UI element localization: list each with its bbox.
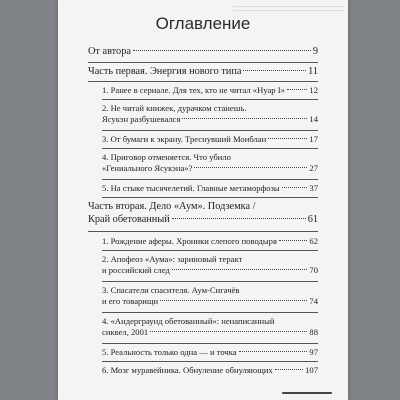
toc-title: Оглавление [155,14,251,33]
toc-entry-1-1: 1. Ранее в сериале. Для тех, кто не читал «Нуар I» 12 [102,85,318,95]
entry-rule [102,281,318,282]
entry-rule [102,361,318,362]
entry-rule [102,130,318,131]
entry-rule [102,343,318,344]
entry-rule [102,179,318,180]
toc-entry-2-3: 3. Спасатели спасителя. Аум-Сигачёв и его товарищи 74 [102,285,318,306]
toc-entry-2-1: 1. Рождение аферы. Хроники слепого поводыря 62 [102,236,318,246]
toc-entry-2-4: 4. «Андерграунд обетованный»: ненаписанный сиквел, 2001 88 [102,316,318,337]
entry-rule [88,231,318,232]
toc-entry-foreword: От автора 9 [88,46,318,57]
toc-entry-1-2: 2. Не читай книжек, дурачком станешь. Ясукэн разбушевался 14 [102,103,318,124]
book-page [58,0,348,400]
entry-rule [102,312,318,313]
toc-entry-1-5: 5. На стыке тысячелетий. Главные метаморфозы 37 [102,183,318,193]
footer-ornament [282,392,332,394]
toc-entry-2-2: 2. Апофеоз «Аума»: зариновый теракт и российский след 70 [102,254,318,275]
bleed-through-line [233,6,344,7]
entry-rule [88,62,318,63]
entry-rule [102,148,318,149]
toc-entry-part-two: Часть вторая. Дело «Аум». Подземка / Край обетованный 61 [88,201,318,225]
bleed-through-line [233,10,344,11]
entry-rule [102,250,318,251]
entry-rule [88,81,318,82]
toc-entry-1-4: 4. Приговор отменяется. Что убило «Гениального Ясукэна»? 27 [102,152,318,173]
toc-entry-1-3: 3. От бумаги к экрану. Треснувший Моиблан 17 [102,134,318,144]
toc-entry-part-one: Часть первая. Энергия нового типа 11 [88,66,318,77]
entry-rule [102,197,318,198]
toc-entry-2-6: 6. Мозг муравейника. Обнуление обнуляющих 107 [102,365,318,375]
entry-rule [102,99,318,100]
toc-entry-2-5: 5. Реальность только одна — и точка 97 [102,347,318,357]
